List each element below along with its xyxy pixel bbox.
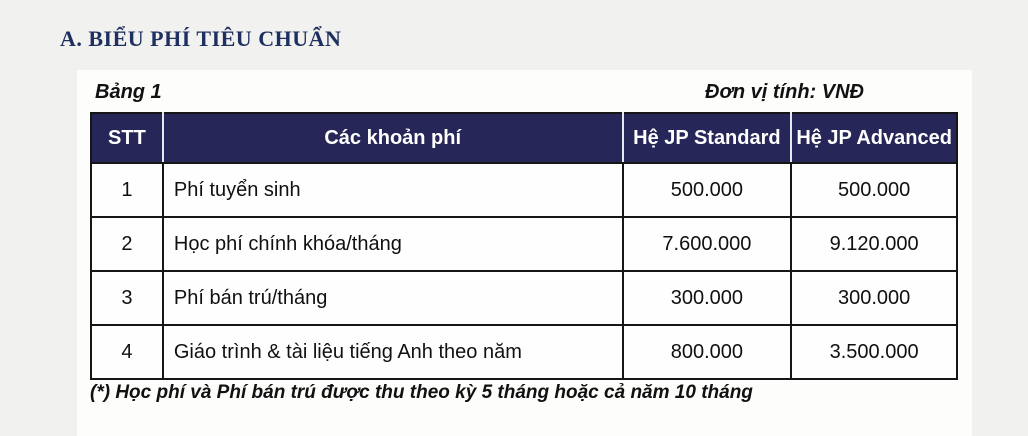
header-jp-standard: Hệ JP Standard — [623, 113, 792, 163]
table-row — [91, 163, 957, 217]
cell-stt: 2 — [91, 217, 163, 271]
cell-advanced-amount: 500.000 — [791, 163, 957, 217]
header-stt: STT — [91, 113, 163, 163]
cell-fee-name: Học phí chính khóa/tháng — [163, 217, 623, 271]
header-jp-advanced: Hệ JP Advanced — [791, 113, 957, 163]
table-row — [91, 217, 957, 271]
cell-fee-name: Phí bán trú/tháng — [163, 271, 623, 325]
cell-advanced-amount: 300.000 — [791, 271, 957, 325]
payment-terms-footnote: (*) Học phí và Phí bán trú được thu theo kỳ 5 tháng hoặc cả năm 10 tháng — [90, 382, 753, 403]
section-title: A. BIỂU PHÍ TIÊU CHUẨN — [60, 26, 342, 51]
header-row — [91, 113, 957, 163]
table-caption-row — [90, 78, 959, 106]
cell-standard-amount: 500.000 — [623, 163, 792, 217]
header-fee-name: Các khoản phí — [163, 113, 623, 163]
fee-table-header — [91, 113, 957, 163]
cell-stt: 1 — [91, 163, 163, 217]
cell-advanced-amount: 9.120.000 — [791, 217, 957, 271]
cell-advanced-amount: 3.500.000 — [791, 325, 957, 379]
table-number-label: Bảng 1 — [95, 80, 162, 103]
cell-fee-name: Phí tuyển sinh — [163, 163, 623, 217]
cell-standard-amount: 7.600.000 — [623, 217, 792, 271]
fee-table — [90, 112, 958, 380]
cell-standard-amount: 800.000 — [623, 325, 792, 379]
fee-table-body — [91, 163, 957, 379]
cell-standard-amount: 300.000 — [623, 271, 792, 325]
table-row — [91, 325, 957, 379]
content-card — [77, 70, 972, 436]
table-row — [91, 271, 957, 325]
cell-stt: 4 — [91, 325, 163, 379]
cell-fee-name: Giáo trình & tài liệu tiếng Anh theo năm — [163, 325, 623, 379]
cell-stt: 3 — [91, 271, 163, 325]
currency-unit-label: Đơn vị tính: VNĐ — [705, 80, 864, 103]
